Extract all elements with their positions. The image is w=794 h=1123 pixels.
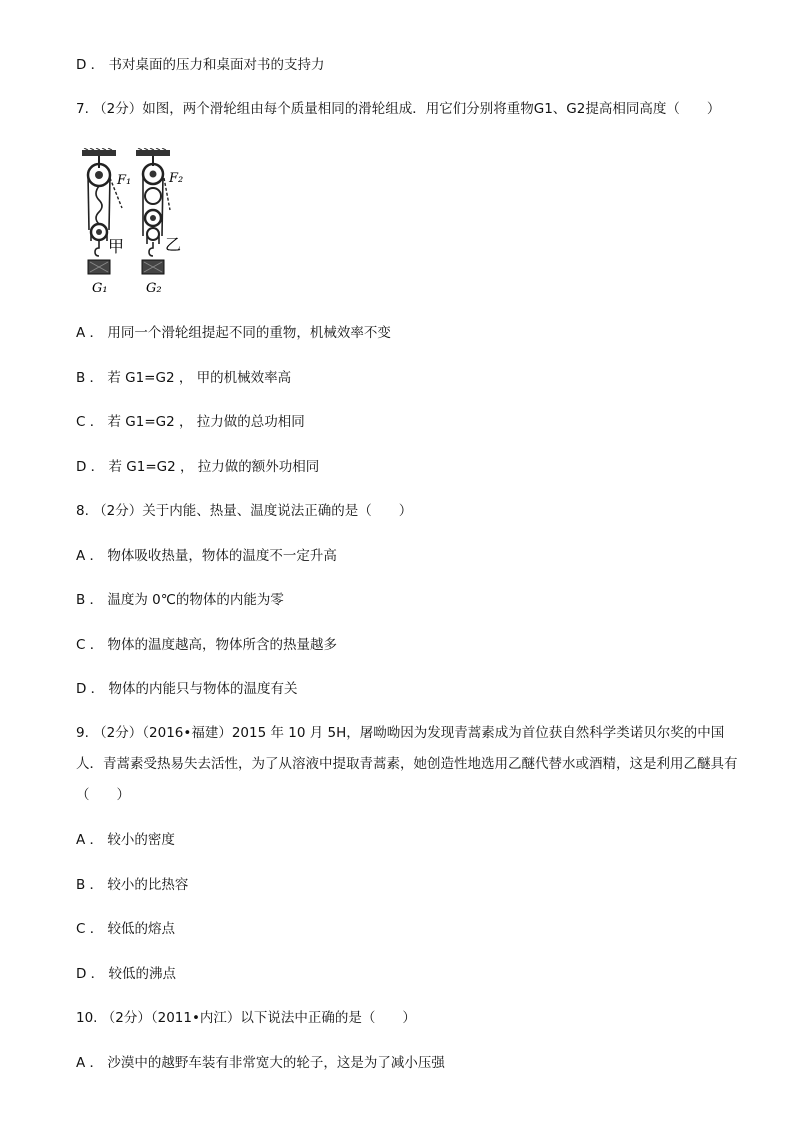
- ceiling-hatch-left: [84, 148, 112, 150]
- f1-label: F₁: [117, 173, 132, 188]
- q8-option-d: D ． 物体的内能只与物体的温度有关: [76, 681, 298, 697]
- pulley-figure: [70, 148, 200, 296]
- q10-option-a: A ． 沙漠中的越野车装有非常宽大的轮子，这是为了减小压强: [76, 1055, 445, 1071]
- q8-option-b: B ． 温度为 0℃的物体的内能为零: [76, 592, 284, 608]
- q7-option-d: D ． 若 G1=G2 ， 拉力做的额外功相同: [76, 459, 320, 475]
- g2-label: G₂: [146, 281, 162, 296]
- q8-option-c: C ． 物体的温度越高，物体所含的热量越多: [76, 637, 338, 653]
- g1-label: G₁: [92, 281, 108, 296]
- q9-option-c: C ． 较低的熔点: [76, 921, 176, 937]
- q10-stem: 10. （2分）（2011•内江）以下说法中正确的是（ ）: [76, 1010, 416, 1026]
- jia-label: 甲: [108, 237, 125, 256]
- ceiling-hatch-right: [138, 148, 166, 150]
- q9-option-d: D ． 较低的沸点: [76, 966, 176, 982]
- yi-label: 乙: [165, 235, 182, 254]
- q6-option-d: D ． 书对桌面的压力和桌面对书的支持力: [76, 57, 325, 73]
- q9-option-b: B ． 较小的比热容: [76, 877, 189, 893]
- q8-option-a: A ． 物体吸收热量，物体的温度不一定升高: [76, 548, 337, 564]
- ceiling-right: [136, 150, 170, 156]
- q9-stem-block: [56, 718, 748, 811]
- f2-label: F₂: [169, 171, 184, 186]
- q7-option-a: A ． 用同一个滑轮组提起不同的重物，机械效率不变: [76, 325, 391, 341]
- ceiling-left: [82, 150, 116, 156]
- pulley-diagram: [70, 148, 200, 296]
- q7-option-b: B ． 若 G1=G2 ， 甲的机械效率高: [76, 370, 292, 386]
- q8-stem: 8. （2分）关于内能、热量、温度说法正确的是（ ）: [76, 503, 413, 519]
- q7-option-c: C ． 若 G1=G2 ， 拉力做的总功相同: [76, 414, 305, 430]
- q7-stem: 7. （2分）如图，两个滑轮组由每个质量相同的滑轮组成．用它们分别将重物G1、G2提高相同高度（ ）: [76, 101, 721, 117]
- q9-stem: 9. （2分）（2016•福建）2015 年 10 月 5H，屠呦呦因为发现青蒿素成为首位获自然科学类诺贝尔奖的中国人．青蒿素受热易失去活性，为了从溶液中提取青蒿素，她创造性地选用乙醚代替水或酒精，这是利用乙醚具有（ ）: [76, 725, 738, 803]
- q9-option-a: A ． 较小的密度: [76, 832, 175, 848]
